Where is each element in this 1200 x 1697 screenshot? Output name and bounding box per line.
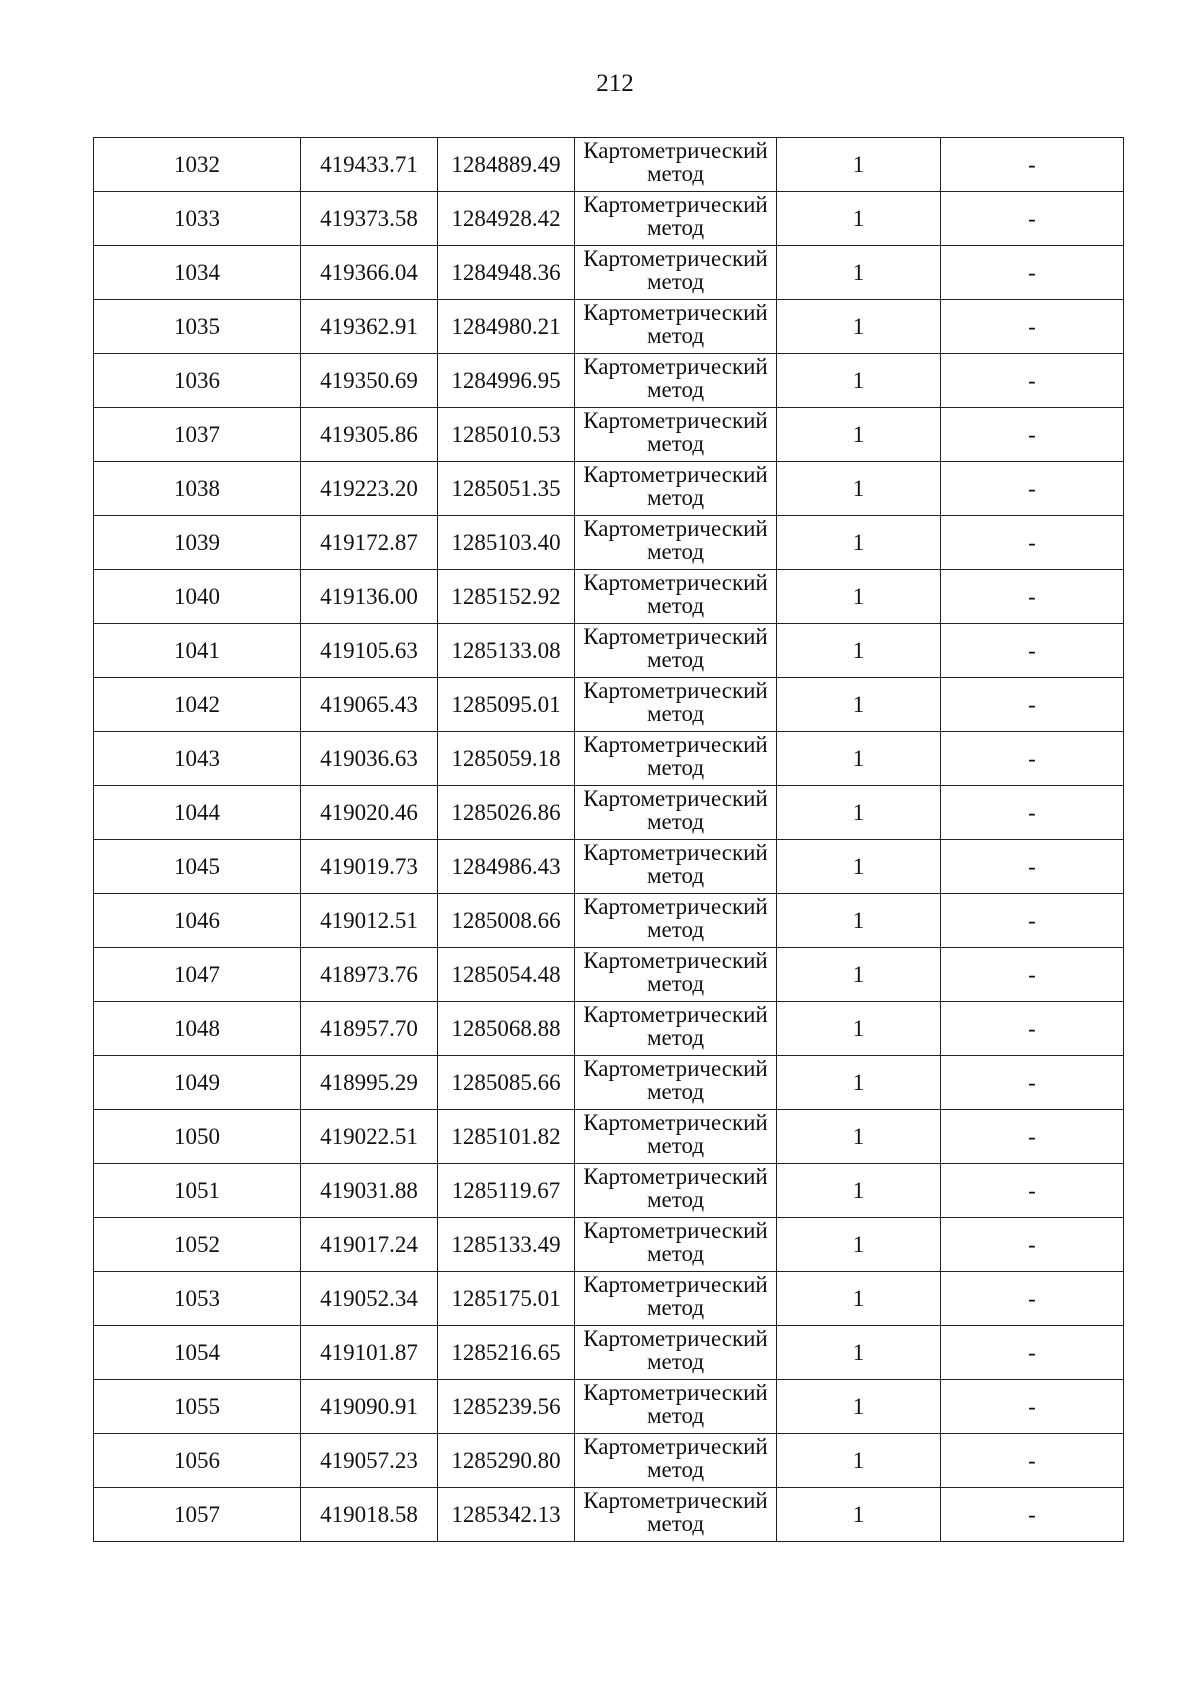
method-cell xyxy=(575,570,777,624)
method-text: Картометрический xyxy=(583,1326,768,1351)
table-row xyxy=(94,1164,1124,1218)
method-text: метод xyxy=(646,485,705,510)
x-coordinate-cell: 419020.46 xyxy=(301,786,438,840)
accuracy-cell: 1 xyxy=(777,894,941,948)
table-row xyxy=(94,408,1124,462)
method-text: Картометрический xyxy=(583,894,768,919)
method-text: Картометрический xyxy=(583,192,768,217)
method-cell xyxy=(575,948,777,1002)
accuracy-cell: 1 xyxy=(777,1164,941,1218)
note-cell: - xyxy=(941,1164,1124,1218)
x-coordinate-cell: 419031.88 xyxy=(301,1164,438,1218)
y-coordinate-cell: 1285103.40 xyxy=(438,516,575,570)
x-coordinate-cell: 419350.69 xyxy=(301,354,438,408)
method-text: Картометрический xyxy=(583,840,768,865)
method-text: Картометрический xyxy=(583,1380,768,1405)
point-number-cell: 1050 xyxy=(94,1110,301,1164)
table-row xyxy=(94,1218,1124,1272)
method-text: метод xyxy=(646,593,705,618)
method-cell xyxy=(575,1434,777,1488)
point-number-cell: 1045 xyxy=(94,840,301,894)
method-text: метод xyxy=(646,701,705,726)
method-text: метод xyxy=(646,863,705,888)
point-number-cell: 1056 xyxy=(94,1434,301,1488)
x-coordinate-cell: 418973.76 xyxy=(301,948,438,1002)
method-cell xyxy=(575,1380,777,1434)
table-row xyxy=(94,354,1124,408)
point-number-cell: 1033 xyxy=(94,192,301,246)
x-coordinate-cell: 419019.73 xyxy=(301,840,438,894)
table-row xyxy=(94,732,1124,786)
y-coordinate-cell: 1285026.86 xyxy=(438,786,575,840)
method-text: Картометрический xyxy=(583,1110,768,1135)
note-cell: - xyxy=(941,678,1124,732)
x-coordinate-cell: 419433.71 xyxy=(301,138,438,192)
method-cell xyxy=(575,408,777,462)
method-text: метод xyxy=(646,431,705,456)
note-cell: - xyxy=(941,624,1124,678)
method-cell xyxy=(575,1164,777,1218)
note-cell: - xyxy=(941,1056,1124,1110)
y-coordinate-cell: 1285175.01 xyxy=(438,1272,575,1326)
note-cell: - xyxy=(941,1380,1124,1434)
table-row xyxy=(94,1110,1124,1164)
accuracy-cell: 1 xyxy=(777,192,941,246)
method-text: метод xyxy=(646,539,705,564)
x-coordinate-cell: 418957.70 xyxy=(301,1002,438,1056)
table-row xyxy=(94,138,1124,192)
accuracy-cell: 1 xyxy=(777,246,941,300)
note-cell: - xyxy=(941,1002,1124,1056)
y-coordinate-cell: 1285068.88 xyxy=(438,1002,575,1056)
point-number-cell: 1048 xyxy=(94,1002,301,1056)
method-text: метод xyxy=(646,1511,705,1536)
method-text: метод xyxy=(646,1025,705,1050)
table-row xyxy=(94,246,1124,300)
method-text: Картометрический xyxy=(583,300,768,325)
table-row xyxy=(94,1056,1124,1110)
x-coordinate-cell: 419052.34 xyxy=(301,1272,438,1326)
table-row xyxy=(94,300,1124,354)
x-coordinate-cell: 419366.04 xyxy=(301,246,438,300)
method-text: Картометрический xyxy=(583,246,768,271)
note-cell: - xyxy=(941,786,1124,840)
accuracy-cell: 1 xyxy=(777,732,941,786)
y-coordinate-cell: 1284996.95 xyxy=(438,354,575,408)
method-cell xyxy=(575,1488,777,1542)
method-text: Картометрический xyxy=(583,1218,768,1243)
method-text: метод xyxy=(646,161,705,186)
y-coordinate-cell: 1285095.01 xyxy=(438,678,575,732)
table-row xyxy=(94,1380,1124,1434)
method-cell xyxy=(575,678,777,732)
y-coordinate-cell: 1285239.56 xyxy=(438,1380,575,1434)
point-number-cell: 1051 xyxy=(94,1164,301,1218)
accuracy-cell: 1 xyxy=(777,354,941,408)
method-text: Картометрический xyxy=(583,138,768,163)
x-coordinate-cell: 419012.51 xyxy=(301,894,438,948)
note-cell: - xyxy=(941,894,1124,948)
method-cell xyxy=(575,354,777,408)
table-row xyxy=(94,192,1124,246)
method-text: Картометрический xyxy=(583,408,768,433)
point-number-cell: 1038 xyxy=(94,462,301,516)
y-coordinate-cell: 1285010.53 xyxy=(438,408,575,462)
point-number-cell: 1049 xyxy=(94,1056,301,1110)
x-coordinate-cell: 419101.87 xyxy=(301,1326,438,1380)
y-coordinate-cell: 1285085.66 xyxy=(438,1056,575,1110)
method-text: Картометрический xyxy=(583,1272,768,1297)
point-number-cell: 1043 xyxy=(94,732,301,786)
table-row xyxy=(94,786,1124,840)
note-cell: - xyxy=(941,732,1124,786)
y-coordinate-cell: 1285059.18 xyxy=(438,732,575,786)
x-coordinate-cell: 418995.29 xyxy=(301,1056,438,1110)
point-number-cell: 1039 xyxy=(94,516,301,570)
method-text: Картометрический xyxy=(583,354,768,379)
point-number-cell: 1032 xyxy=(94,138,301,192)
method-text: метод xyxy=(646,971,705,996)
table-row xyxy=(94,624,1124,678)
accuracy-cell: 1 xyxy=(777,840,941,894)
y-coordinate-cell: 1284986.43 xyxy=(438,840,575,894)
method-text: Картометрический xyxy=(583,1056,768,1081)
table-row xyxy=(94,516,1124,570)
accuracy-cell: 1 xyxy=(777,1002,941,1056)
y-coordinate-cell: 1285342.13 xyxy=(438,1488,575,1542)
method-cell xyxy=(575,1002,777,1056)
method-text: метод xyxy=(646,1187,705,1212)
method-text: метод xyxy=(646,269,705,294)
x-coordinate-cell: 419090.91 xyxy=(301,1380,438,1434)
method-text: метод xyxy=(646,377,705,402)
y-coordinate-cell: 1285051.35 xyxy=(438,462,575,516)
method-cell xyxy=(575,1218,777,1272)
y-coordinate-cell: 1284889.49 xyxy=(438,138,575,192)
table-row xyxy=(94,840,1124,894)
method-text: метод xyxy=(646,323,705,348)
method-text: метод xyxy=(646,755,705,780)
y-coordinate-cell: 1284948.36 xyxy=(438,246,575,300)
method-text: Картометрический xyxy=(583,786,768,811)
point-number-cell: 1037 xyxy=(94,408,301,462)
y-coordinate-cell: 1285290.80 xyxy=(438,1434,575,1488)
method-text: метод xyxy=(646,1349,705,1374)
x-coordinate-cell: 419017.24 xyxy=(301,1218,438,1272)
method-text: метод xyxy=(646,215,705,240)
note-cell: - xyxy=(941,516,1124,570)
method-text: Картометрический xyxy=(583,678,768,703)
table-row xyxy=(94,948,1124,1002)
x-coordinate-cell: 419057.23 xyxy=(301,1434,438,1488)
method-cell xyxy=(575,840,777,894)
method-cell xyxy=(575,732,777,786)
method-text: метод xyxy=(646,1133,705,1158)
method-text: метод xyxy=(646,1241,705,1266)
point-number-cell: 1044 xyxy=(94,786,301,840)
accuracy-cell: 1 xyxy=(777,1218,941,1272)
accuracy-cell: 1 xyxy=(777,1056,941,1110)
point-number-cell: 1047 xyxy=(94,948,301,1002)
accuracy-cell: 1 xyxy=(777,1380,941,1434)
point-number-cell: 1040 xyxy=(94,570,301,624)
point-number-cell: 1057 xyxy=(94,1488,301,1542)
table-row xyxy=(94,570,1124,624)
point-number-cell: 1042 xyxy=(94,678,301,732)
note-cell: - xyxy=(941,300,1124,354)
accuracy-cell: 1 xyxy=(777,786,941,840)
table-row xyxy=(94,1488,1124,1542)
method-text: Картометрический xyxy=(583,1434,768,1459)
y-coordinate-cell: 1285152.92 xyxy=(438,570,575,624)
table-row xyxy=(94,462,1124,516)
method-cell xyxy=(575,192,777,246)
x-coordinate-cell: 419065.43 xyxy=(301,678,438,732)
note-cell: - xyxy=(941,246,1124,300)
method-cell xyxy=(575,624,777,678)
accuracy-cell: 1 xyxy=(777,408,941,462)
point-number-cell: 1035 xyxy=(94,300,301,354)
method-text: Картометрический xyxy=(583,516,768,541)
method-cell xyxy=(575,462,777,516)
coordinates-table xyxy=(93,137,1124,1542)
accuracy-cell: 1 xyxy=(777,570,941,624)
method-cell xyxy=(575,516,777,570)
method-text: Картометрический xyxy=(583,570,768,595)
accuracy-cell: 1 xyxy=(777,1110,941,1164)
y-coordinate-cell: 1284980.21 xyxy=(438,300,575,354)
note-cell: - xyxy=(941,354,1124,408)
table-row xyxy=(94,894,1124,948)
table-row xyxy=(94,1002,1124,1056)
method-text: метод xyxy=(646,1295,705,1320)
method-cell xyxy=(575,246,777,300)
point-number-cell: 1053 xyxy=(94,1272,301,1326)
y-coordinate-cell: 1285119.67 xyxy=(438,1164,575,1218)
note-cell: - xyxy=(941,138,1124,192)
x-coordinate-cell: 419022.51 xyxy=(301,1110,438,1164)
method-cell xyxy=(575,1110,777,1164)
point-number-cell: 1052 xyxy=(94,1218,301,1272)
x-coordinate-cell: 419373.58 xyxy=(301,192,438,246)
point-number-cell: 1036 xyxy=(94,354,301,408)
note-cell: - xyxy=(941,462,1124,516)
method-cell xyxy=(575,894,777,948)
note-cell: - xyxy=(941,192,1124,246)
note-cell: - xyxy=(941,1272,1124,1326)
y-coordinate-cell: 1285133.08 xyxy=(438,624,575,678)
y-coordinate-cell: 1284928.42 xyxy=(438,192,575,246)
method-text: Картометрический xyxy=(583,1002,768,1027)
x-coordinate-cell: 419305.86 xyxy=(301,408,438,462)
point-number-cell: 1054 xyxy=(94,1326,301,1380)
accuracy-cell: 1 xyxy=(777,516,941,570)
x-coordinate-cell: 419223.20 xyxy=(301,462,438,516)
note-cell: - xyxy=(941,408,1124,462)
point-number-cell: 1055 xyxy=(94,1380,301,1434)
table-row xyxy=(94,1434,1124,1488)
method-text: метод xyxy=(646,917,705,942)
table-row xyxy=(94,1326,1124,1380)
method-cell xyxy=(575,1326,777,1380)
accuracy-cell: 1 xyxy=(777,678,941,732)
accuracy-cell: 1 xyxy=(777,1326,941,1380)
note-cell: - xyxy=(941,1110,1124,1164)
method-text: Картометрический xyxy=(583,462,768,487)
y-coordinate-cell: 1285216.65 xyxy=(438,1326,575,1380)
x-coordinate-cell: 419172.87 xyxy=(301,516,438,570)
accuracy-cell: 1 xyxy=(777,1434,941,1488)
page-number: 212 xyxy=(596,70,634,97)
note-cell: - xyxy=(941,1434,1124,1488)
point-number-cell: 1034 xyxy=(94,246,301,300)
method-text: Картометрический xyxy=(583,624,768,649)
method-text: Картометрический xyxy=(583,732,768,757)
y-coordinate-cell: 1285054.48 xyxy=(438,948,575,1002)
method-cell xyxy=(575,138,777,192)
method-text: Картометрический xyxy=(583,1164,768,1189)
method-text: метод xyxy=(646,1457,705,1482)
note-cell: - xyxy=(941,1218,1124,1272)
note-cell: - xyxy=(941,948,1124,1002)
x-coordinate-cell: 419136.00 xyxy=(301,570,438,624)
point-number-cell: 1041 xyxy=(94,624,301,678)
note-cell: - xyxy=(941,840,1124,894)
point-number-cell: 1046 xyxy=(94,894,301,948)
x-coordinate-cell: 419018.58 xyxy=(301,1488,438,1542)
method-text: Картометрический xyxy=(583,948,768,973)
method-cell xyxy=(575,300,777,354)
y-coordinate-cell: 1285008.66 xyxy=(438,894,575,948)
accuracy-cell: 1 xyxy=(777,948,941,1002)
x-coordinate-cell: 419105.63 xyxy=(301,624,438,678)
table-row xyxy=(94,678,1124,732)
accuracy-cell: 1 xyxy=(777,624,941,678)
method-text: метод xyxy=(646,647,705,672)
accuracy-cell: 1 xyxy=(777,138,941,192)
method-cell xyxy=(575,1272,777,1326)
coordinates-table-body xyxy=(94,138,1124,1542)
x-coordinate-cell: 419036.63 xyxy=(301,732,438,786)
accuracy-cell: 1 xyxy=(777,1488,941,1542)
x-coordinate-cell: 419362.91 xyxy=(301,300,438,354)
method-text: Картометрический xyxy=(583,1488,768,1513)
accuracy-cell: 1 xyxy=(777,300,941,354)
method-text: метод xyxy=(646,809,705,834)
y-coordinate-cell: 1285133.49 xyxy=(438,1218,575,1272)
method-text: метод xyxy=(646,1079,705,1104)
note-cell: - xyxy=(941,570,1124,624)
method-text: метод xyxy=(646,1403,705,1428)
accuracy-cell: 1 xyxy=(777,1272,941,1326)
table-row xyxy=(94,1272,1124,1326)
method-cell xyxy=(575,1056,777,1110)
note-cell: - xyxy=(941,1326,1124,1380)
y-coordinate-cell: 1285101.82 xyxy=(438,1110,575,1164)
accuracy-cell: 1 xyxy=(777,462,941,516)
note-cell: - xyxy=(941,1488,1124,1542)
method-cell xyxy=(575,786,777,840)
